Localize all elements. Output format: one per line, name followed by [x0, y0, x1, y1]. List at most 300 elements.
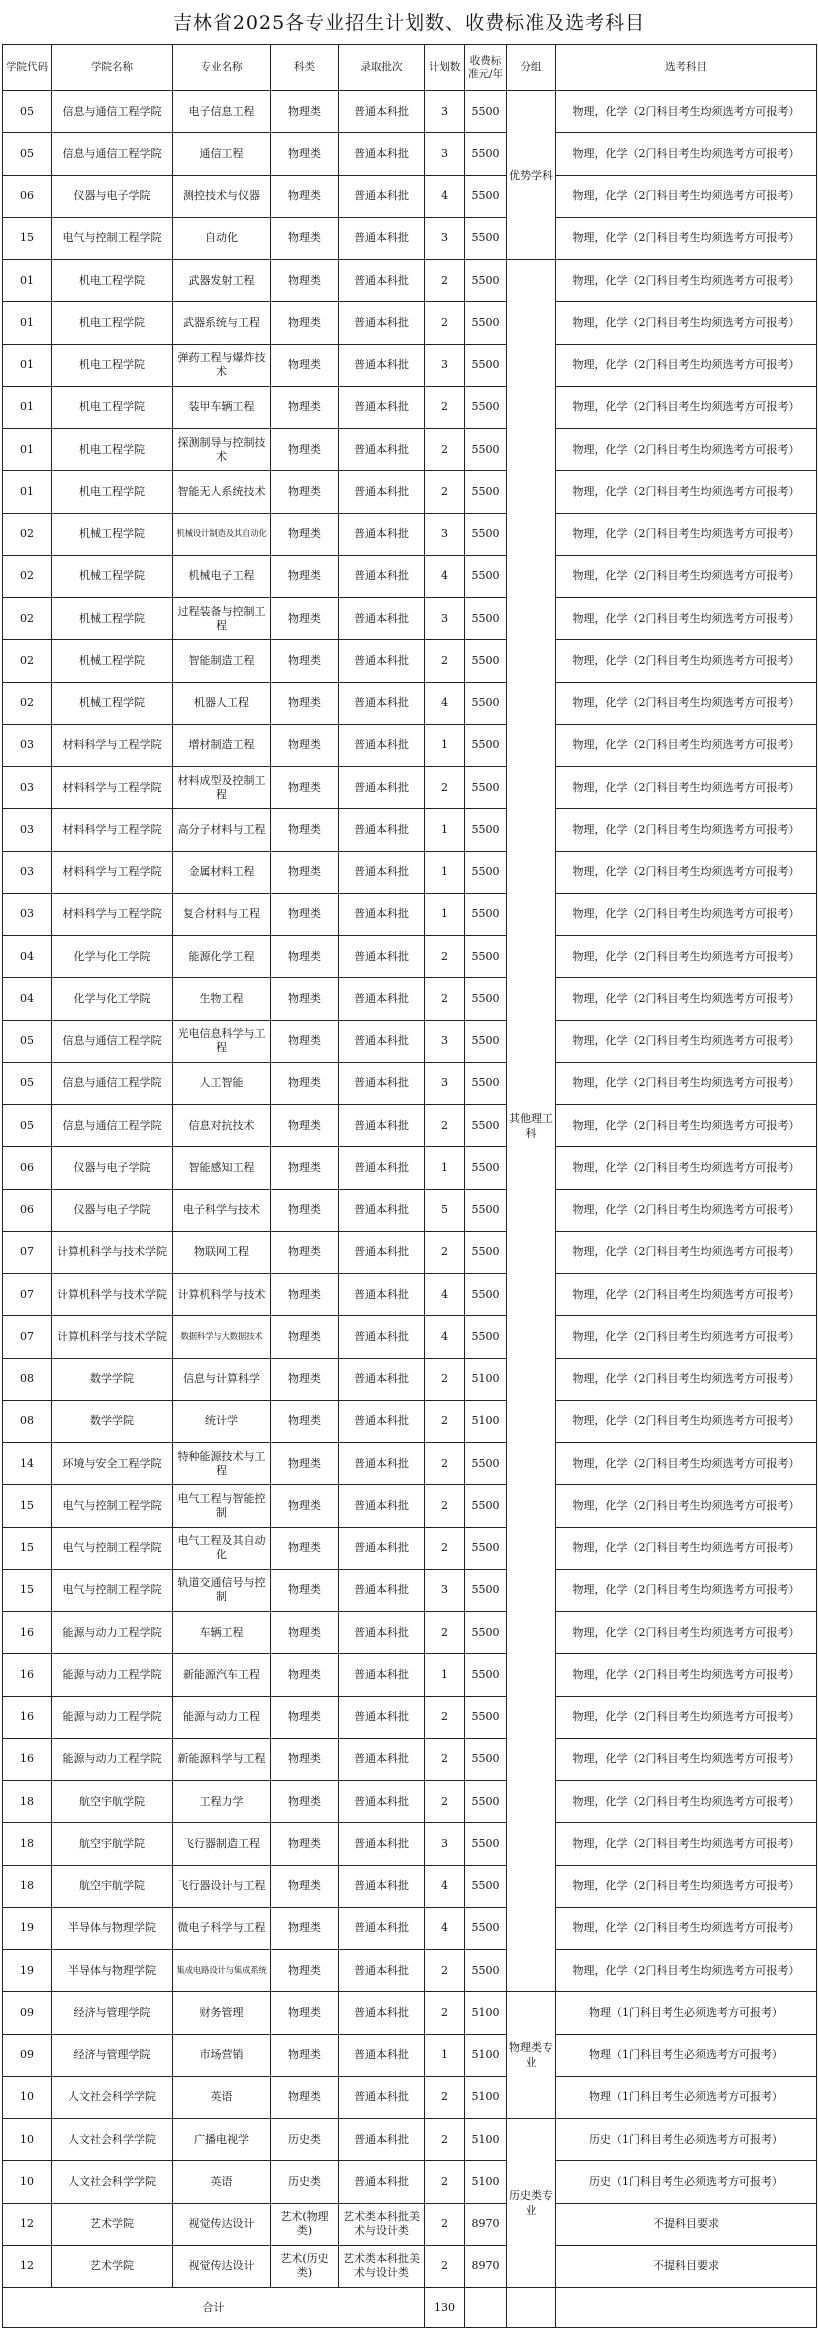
cell-major: 探测制导与控制技术 — [173, 429, 271, 471]
table-row — [3, 513, 817, 555]
cell-batch: 普通本科批 — [339, 1950, 425, 1992]
cell-code: 03 — [3, 851, 52, 893]
cell-subject: 物理，化学（2门科目考生均须选考方可报考） — [556, 598, 817, 640]
cell-fee: 5500 — [465, 1485, 507, 1527]
cell-batch: 普通本科批 — [339, 1654, 425, 1696]
cell-subject: 物理，化学（2门科目考生均须选考方可报考） — [556, 429, 817, 471]
cell-batch: 普通本科批 — [339, 2119, 425, 2161]
cell-subject: 物理，化学（2门科目考生均须选考方可报考） — [556, 344, 817, 386]
cell-major: 广播电视学 — [173, 2119, 271, 2161]
header-plan: 计划数 — [425, 45, 465, 91]
cell-group: 历史类专业 — [507, 2119, 556, 2288]
table-row — [3, 598, 817, 640]
cell-batch: 普通本科批 — [339, 386, 425, 428]
cell-batch: 普通本科批 — [339, 91, 425, 133]
cell-category: 物理类 — [271, 1738, 339, 1780]
cell-subject: 物理，化学（2门科目考生均须选考方可报考） — [556, 1147, 817, 1189]
cell-major: 电气工程与智能控制 — [173, 1485, 271, 1527]
cell-major: 车辆工程 — [173, 1612, 271, 1654]
cell-batch: 普通本科批 — [339, 851, 425, 893]
cell-code: 06 — [3, 1147, 52, 1189]
cell-plan: 1 — [425, 893, 465, 935]
cell-batch: 普通本科批 — [339, 2161, 425, 2203]
header-major: 专业名称 — [173, 45, 271, 91]
cell-major: 市场营销 — [173, 2034, 271, 2076]
cell-code: 08 — [3, 1358, 52, 1400]
cell-fee: 5100 — [465, 1992, 507, 2034]
cell-category: 物理类 — [271, 1443, 339, 1485]
cell-code: 18 — [3, 1781, 52, 1823]
cell-fee: 5500 — [465, 217, 507, 259]
cell-category: 物理类 — [271, 1231, 339, 1273]
cell-subject: 物理，化学（2门科目考生均须选考方可报考） — [556, 133, 817, 175]
cell-major: 英语 — [173, 2161, 271, 2203]
cell-batch: 普通本科批 — [339, 429, 425, 471]
cell-category: 物理类 — [271, 91, 339, 133]
cell-plan: 2 — [425, 471, 465, 513]
cell-category: 物理类 — [271, 302, 339, 344]
cell-subject: 物理，化学（2门科目考生均须选考方可报考） — [556, 1062, 817, 1104]
cell-code: 05 — [3, 1020, 52, 1062]
cell-college: 航空宇航学院 — [52, 1823, 173, 1865]
cell-subject: 物理，化学（2门科目考生均须选考方可报考） — [556, 1105, 817, 1147]
cell-major: 复合材料与工程 — [173, 893, 271, 935]
cell-batch: 普通本科批 — [339, 260, 425, 302]
cell-subject: 历史（1门科目考生必须选考方可报考） — [556, 2161, 817, 2203]
cell-fee: 5500 — [465, 1950, 507, 1992]
cell-subject: 物理，化学（2门科目考生均须选考方可报考） — [556, 217, 817, 259]
cell-category: 物理类 — [271, 851, 339, 893]
cell-major: 光电信息科学与工程 — [173, 1020, 271, 1062]
cell-fee: 5500 — [465, 767, 507, 809]
cell-batch: 普通本科批 — [339, 1781, 425, 1823]
cell-code: 10 — [3, 2119, 52, 2161]
table-row — [3, 1358, 817, 1400]
cell-subject: 物理，化学（2门科目考生均须选考方可报考） — [556, 1231, 817, 1273]
cell-college: 材料科学与工程学院 — [52, 724, 173, 766]
table-row — [3, 1569, 817, 1611]
cell-major: 机械电子工程 — [173, 555, 271, 597]
cell-batch: 普通本科批 — [339, 767, 425, 809]
cell-major: 机械设计制造及其自动化 — [173, 513, 271, 555]
cell-category: 物理类 — [271, 429, 339, 471]
cell-category: 物理类 — [271, 1992, 339, 2034]
cell-subject: 物理，化学（2门科目考生均须选考方可报考） — [556, 1443, 817, 1485]
cell-code: 15 — [3, 1569, 52, 1611]
cell-subject: 物理，化学（2门科目考生均须选考方可报考） — [556, 1358, 817, 1400]
cell-code: 15 — [3, 1527, 52, 1569]
cell-fee: 5500 — [465, 640, 507, 682]
cell-batch: 普通本科批 — [339, 1316, 425, 1358]
enrollment-table — [2, 44, 817, 2328]
cell-code: 05 — [3, 1062, 52, 1104]
header-category: 科类 — [271, 45, 339, 91]
cell-category: 物理类 — [271, 724, 339, 766]
cell-code: 15 — [3, 217, 52, 259]
cell-category: 艺术(历史类) — [271, 2245, 339, 2287]
cell-college: 机电工程学院 — [52, 302, 173, 344]
cell-category: 物理类 — [271, 893, 339, 935]
cell-fee: 5500 — [465, 936, 507, 978]
cell-code: 18 — [3, 1823, 52, 1865]
cell-college: 材料科学与工程学院 — [52, 767, 173, 809]
cell-college: 艺术学院 — [52, 2203, 173, 2245]
cell-major: 自动化 — [173, 217, 271, 259]
cell-plan: 2 — [425, 1443, 465, 1485]
cell-college: 计算机科学与技术学院 — [52, 1316, 173, 1358]
cell-code: 07 — [3, 1231, 52, 1273]
cell-category: 艺术(物理类) — [271, 2203, 339, 2245]
cell-code: 01 — [3, 344, 52, 386]
cell-category: 物理类 — [271, 1654, 339, 1696]
cell-code: 02 — [3, 598, 52, 640]
cell-batch: 普通本科批 — [339, 1231, 425, 1273]
cell-category: 物理类 — [271, 344, 339, 386]
cell-major: 武器系统与工程 — [173, 302, 271, 344]
cell-fee: 5500 — [465, 133, 507, 175]
cell-code: 12 — [3, 2245, 52, 2287]
cell-batch: 普通本科批 — [339, 893, 425, 935]
cell-college: 半导体与物理学院 — [52, 1907, 173, 1949]
cell-fee: 5500 — [465, 1316, 507, 1358]
cell-major: 工程力学 — [173, 1781, 271, 1823]
cell-fee: 5500 — [465, 175, 507, 217]
cell-code: 18 — [3, 1865, 52, 1907]
table-row — [3, 2203, 817, 2245]
cell-college: 机电工程学院 — [52, 344, 173, 386]
cell-subject: 物理，化学（2门科目考生均须选考方可报考） — [556, 513, 817, 555]
cell-plan: 3 — [425, 513, 465, 555]
cell-college: 电气与控制工程学院 — [52, 1527, 173, 1569]
cell-fee: 5500 — [465, 1569, 507, 1611]
cell-college: 人文社会科学学院 — [52, 2076, 173, 2118]
cell-fee: 5500 — [465, 429, 507, 471]
cell-code: 02 — [3, 640, 52, 682]
cell-plan: 3 — [425, 1062, 465, 1104]
cell-subject: 物理，化学（2门科目考生均须选考方可报考） — [556, 1738, 817, 1780]
cell-category: 物理类 — [271, 682, 339, 724]
header-college: 学院名称 — [52, 45, 173, 91]
table-row — [3, 133, 817, 175]
cell-code: 02 — [3, 555, 52, 597]
cell-college: 能源与动力工程学院 — [52, 1654, 173, 1696]
cell-plan: 1 — [425, 851, 465, 893]
cell-plan: 2 — [425, 302, 465, 344]
cell-college: 信息与通信工程学院 — [52, 1020, 173, 1062]
header-code: 学院代码 — [3, 45, 52, 91]
cell-plan: 2 — [425, 1105, 465, 1147]
cell-subject: 物理，化学（2门科目考生均须选考方可报考） — [556, 1865, 817, 1907]
cell-major: 信息对抗技术 — [173, 1105, 271, 1147]
cell-category: 物理类 — [271, 471, 339, 513]
cell-batch: 普通本科批 — [339, 1189, 425, 1231]
cell-subject: 物理，化学（2门科目考生均须选考方可报考） — [556, 1696, 817, 1738]
table-row — [3, 767, 817, 809]
cell-subject: 物理，化学（2门科目考生均须选考方可报考） — [556, 767, 817, 809]
cell-subject: 物理，化学（2门科目考生均须选考方可报考） — [556, 91, 817, 133]
cell-batch: 普通本科批 — [339, 471, 425, 513]
cell-code: 06 — [3, 1189, 52, 1231]
cell-plan: 2 — [425, 429, 465, 471]
cell-college: 机械工程学院 — [52, 640, 173, 682]
table-row — [3, 1992, 817, 2034]
cell-batch: 普通本科批 — [339, 344, 425, 386]
cell-batch: 普通本科批 — [339, 1485, 425, 1527]
cell-plan: 3 — [425, 91, 465, 133]
page-title: 吉林省2025各专业招生计划数、收费标准及选考科目 — [172, 12, 646, 34]
cell-college: 电气与控制工程学院 — [52, 217, 173, 259]
cell-plan: 2 — [425, 1358, 465, 1400]
cell-college: 机械工程学院 — [52, 513, 173, 555]
cell-fee: 5500 — [465, 598, 507, 640]
cell-code: 10 — [3, 2161, 52, 2203]
table-row — [3, 1062, 817, 1104]
cell-code: 08 — [3, 1400, 52, 1442]
cell-fee: 5500 — [465, 1612, 507, 1654]
cell-category: 物理类 — [271, 1485, 339, 1527]
cell-fee: 5100 — [465, 2161, 507, 2203]
cell-subject: 物理，化学（2门科目考生均须选考方可报考） — [556, 1654, 817, 1696]
cell-major: 智能制造工程 — [173, 640, 271, 682]
table-row — [3, 893, 817, 935]
table-row — [3, 1527, 817, 1569]
header-subject: 选考科目 — [556, 45, 817, 91]
cell-plan: 2 — [425, 640, 465, 682]
table-row — [3, 978, 817, 1020]
table-row — [3, 1316, 817, 1358]
cell-subject: 物理，化学（2门科目考生均须选考方可报考） — [556, 1569, 817, 1611]
cell-category: 物理类 — [271, 386, 339, 428]
cell-subject: 物理，化学（2门科目考生均须选考方可报考） — [556, 386, 817, 428]
cell-fee: 5500 — [465, 1189, 507, 1231]
cell-batch: 普通本科批 — [339, 175, 425, 217]
cell-batch: 普通本科批 — [339, 1696, 425, 1738]
cell-category: 物理类 — [271, 217, 339, 259]
cell-fee: 5500 — [465, 851, 507, 893]
total-empty-cell — [465, 2288, 507, 2328]
cell-college: 电气与控制工程学院 — [52, 1569, 173, 1611]
cell-fee: 5500 — [465, 1105, 507, 1147]
cell-subject: 物理，化学（2门科目考生均须选考方可报考） — [556, 936, 817, 978]
cell-college: 机电工程学院 — [52, 386, 173, 428]
cell-plan: 4 — [425, 1865, 465, 1907]
cell-code: 16 — [3, 1696, 52, 1738]
cell-subject: 物理，化学（2门科目考生均须选考方可报考） — [556, 1316, 817, 1358]
table-row — [3, 1105, 817, 1147]
cell-batch: 普通本科批 — [339, 1147, 425, 1189]
cell-code: 01 — [3, 302, 52, 344]
cell-major: 新能源科学与工程 — [173, 1738, 271, 1780]
cell-plan: 2 — [425, 1950, 465, 1992]
cell-batch: 普通本科批 — [339, 1738, 425, 1780]
cell-major: 飞行器设计与工程 — [173, 1865, 271, 1907]
cell-subject: 物理，化学（2门科目考生均须选考方可报考） — [556, 1950, 817, 1992]
cell-plan: 4 — [425, 1907, 465, 1949]
table-row — [3, 1654, 817, 1696]
cell-fee: 5100 — [465, 2119, 507, 2161]
cell-batch: 普通本科批 — [339, 724, 425, 766]
cell-group: 物理类专业 — [507, 1992, 556, 2119]
cell-college: 化学与化工学院 — [52, 936, 173, 978]
cell-major: 生物工程 — [173, 978, 271, 1020]
cell-major: 特种能源技术与工程 — [173, 1443, 271, 1485]
cell-plan: 2 — [425, 2076, 465, 2118]
cell-plan: 2 — [425, 1781, 465, 1823]
cell-category: 历史类 — [271, 2119, 339, 2161]
table-row — [3, 1823, 817, 1865]
cell-category: 物理类 — [271, 513, 339, 555]
cell-major: 智能感知工程 — [173, 1147, 271, 1189]
cell-fee: 5100 — [465, 2076, 507, 2118]
table-row — [3, 1865, 817, 1907]
table-row — [3, 1400, 817, 1442]
cell-fee: 5500 — [465, 1781, 507, 1823]
cell-college: 信息与通信工程学院 — [52, 133, 173, 175]
cell-college: 机电工程学院 — [52, 260, 173, 302]
cell-category: 物理类 — [271, 1358, 339, 1400]
cell-code: 05 — [3, 133, 52, 175]
cell-college: 化学与化工学院 — [52, 978, 173, 1020]
cell-fee: 5500 — [465, 1147, 507, 1189]
cell-subject: 物理，化学（2门科目考生均须选考方可报考） — [556, 682, 817, 724]
table-row — [3, 302, 817, 344]
cell-fee: 5500 — [465, 344, 507, 386]
total-plan: 130 — [425, 2288, 465, 2328]
cell-fee: 5500 — [465, 682, 507, 724]
cell-batch: 普通本科批 — [339, 513, 425, 555]
cell-plan: 4 — [425, 555, 465, 597]
cell-fee: 8970 — [465, 2245, 507, 2287]
header-fee: 收费标准元/年 — [465, 45, 507, 91]
cell-category: 物理类 — [271, 260, 339, 302]
cell-plan: 3 — [425, 344, 465, 386]
cell-college: 航空宇航学院 — [52, 1781, 173, 1823]
cell-fee: 5500 — [465, 1231, 507, 1273]
table-row — [3, 1147, 817, 1189]
cell-plan: 1 — [425, 724, 465, 766]
cell-college: 信息与通信工程学院 — [52, 1062, 173, 1104]
cell-plan: 2 — [425, 978, 465, 1020]
cell-batch: 普通本科批 — [339, 978, 425, 1020]
cell-college: 仪器与电子学院 — [52, 1189, 173, 1231]
cell-plan: 3 — [425, 1823, 465, 1865]
cell-batch: 普通本科批 — [339, 217, 425, 259]
cell-code: 05 — [3, 91, 52, 133]
cell-college: 材料科学与工程学院 — [52, 893, 173, 935]
table-row — [3, 1612, 817, 1654]
cell-category: 物理类 — [271, 1612, 339, 1654]
cell-subject: 物理，化学（2门科目考生均须选考方可报考） — [556, 1400, 817, 1442]
cell-plan: 3 — [425, 598, 465, 640]
cell-code: 10 — [3, 2076, 52, 2118]
table-row — [3, 386, 817, 428]
cell-category: 物理类 — [271, 555, 339, 597]
table-row — [3, 2161, 817, 2203]
cell-code: 03 — [3, 809, 52, 851]
cell-subject: 物理，化学（2门科目考生均须选考方可报考） — [556, 1485, 817, 1527]
cell-category: 物理类 — [271, 1189, 339, 1231]
cell-major: 武器发射工程 — [173, 260, 271, 302]
cell-code: 01 — [3, 471, 52, 513]
table-row — [3, 1738, 817, 1780]
cell-major: 能源与动力工程 — [173, 1696, 271, 1738]
cell-batch: 普通本科批 — [339, 2076, 425, 2118]
cell-college: 电气与控制工程学院 — [52, 1485, 173, 1527]
cell-category: 物理类 — [271, 1781, 339, 1823]
cell-major: 智能无人系统技术 — [173, 471, 271, 513]
cell-fee: 5500 — [465, 471, 507, 513]
cell-plan: 2 — [425, 2161, 465, 2203]
cell-batch: 艺术类本科批美术与设计类 — [339, 2203, 425, 2245]
cell-category: 物理类 — [271, 1062, 339, 1104]
cell-plan: 4 — [425, 1274, 465, 1316]
cell-subject: 物理，化学（2门科目考生均须选考方可报考） — [556, 555, 817, 597]
table-row — [3, 1443, 817, 1485]
cell-major: 增材制造工程 — [173, 724, 271, 766]
cell-batch: 艺术类本科批美术与设计类 — [339, 2245, 425, 2287]
cell-plan: 4 — [425, 175, 465, 217]
cell-fee: 5500 — [465, 1062, 507, 1104]
cell-code: 01 — [3, 429, 52, 471]
cell-code: 12 — [3, 2203, 52, 2245]
cell-college: 仪器与电子学院 — [52, 1147, 173, 1189]
cell-batch: 普通本科批 — [339, 1992, 425, 2034]
cell-major: 轨道交通信号与控制 — [173, 1569, 271, 1611]
cell-batch: 普通本科批 — [339, 1020, 425, 1062]
table-row — [3, 851, 817, 893]
table-row — [3, 640, 817, 682]
table-row — [3, 2034, 817, 2076]
cell-subject: 物理，化学（2门科目考生均须选考方可报考） — [556, 1189, 817, 1231]
cell-category: 物理类 — [271, 1274, 339, 1316]
cell-major: 物联网工程 — [173, 1231, 271, 1273]
cell-plan: 2 — [425, 2119, 465, 2161]
cell-college: 材料科学与工程学院 — [52, 809, 173, 851]
cell-plan: 2 — [425, 1696, 465, 1738]
cell-category: 物理类 — [271, 809, 339, 851]
total-row — [3, 2288, 817, 2328]
cell-major: 电子信息工程 — [173, 91, 271, 133]
table-row — [3, 1907, 817, 1949]
cell-code: 02 — [3, 513, 52, 555]
table-row — [3, 2119, 817, 2161]
cell-subject: 物理，化学（2门科目考生均须选考方可报考） — [556, 1823, 817, 1865]
cell-plan: 3 — [425, 133, 465, 175]
cell-subject: 物理（1门科目考生必须选考方可报考） — [556, 2076, 817, 2118]
cell-major: 新能源汽车工程 — [173, 1654, 271, 1696]
cell-batch: 普通本科批 — [339, 1443, 425, 1485]
cell-category: 物理类 — [271, 1105, 339, 1147]
cell-fee: 5500 — [465, 1443, 507, 1485]
cell-batch: 普通本科批 — [339, 1612, 425, 1654]
cell-college: 数学学院 — [52, 1400, 173, 1442]
cell-plan: 4 — [425, 682, 465, 724]
cell-major: 集成电路设计与集成系统 — [173, 1950, 271, 1992]
cell-subject: 物理，化学（2门科目考生均须选考方可报考） — [556, 893, 817, 935]
cell-category: 物理类 — [271, 1020, 339, 1062]
cell-major: 装甲车辆工程 — [173, 386, 271, 428]
cell-plan: 5 — [425, 1189, 465, 1231]
cell-major: 人工智能 — [173, 1062, 271, 1104]
cell-subject: 物理，化学（2门科目考生均须选考方可报考） — [556, 809, 817, 851]
cell-category: 物理类 — [271, 1696, 339, 1738]
cell-code: 04 — [3, 936, 52, 978]
cell-batch: 普通本科批 — [339, 2034, 425, 2076]
cell-code: 19 — [3, 1950, 52, 1992]
cell-subject: 不提科目要求 — [556, 2245, 817, 2287]
cell-batch: 普通本科批 — [339, 682, 425, 724]
cell-fee: 5500 — [465, 1654, 507, 1696]
